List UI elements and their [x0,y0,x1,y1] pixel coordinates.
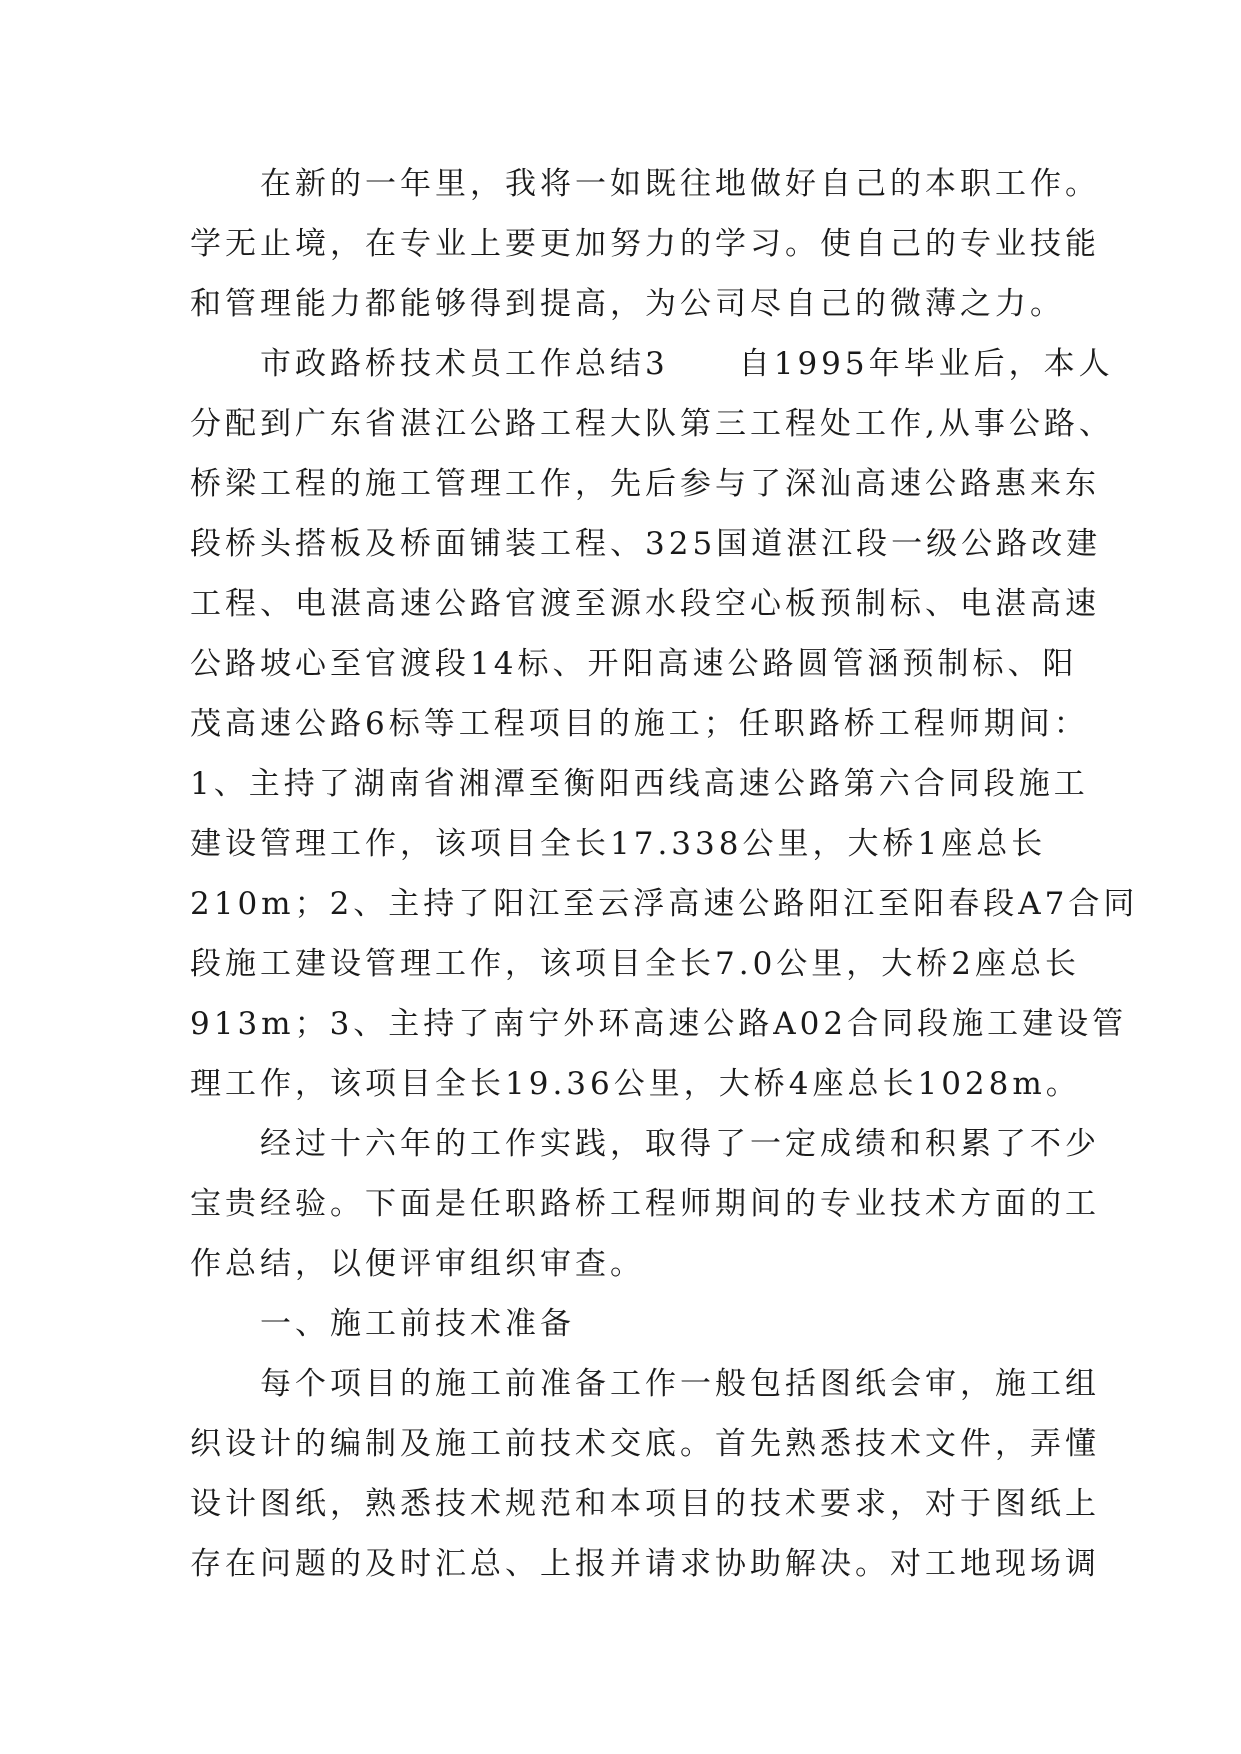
text-line: 公路坡心至官渡段14标、开阳高速公路圆管涵预制标、阳 [190,646,1078,682]
text-line: 每个项目的施工前准备工作一般包括图纸会审，施工组 [260,1366,1100,1402]
text-line: 经过十六年的工作实践，取得了一定成绩和积累了不少 [260,1126,1100,1162]
text-line: 存在问题的及时汇总、上报并请求协助解决。对工地现场调 [190,1546,1100,1582]
section-heading: 一、施工前技术准备 [260,1306,575,1342]
text-line: 织设计的编制及施工前技术交底。首先熟悉技术文件，弄懂 [190,1426,1100,1462]
text-line: 913m；3、主持了南宁外环高速公路A02合同段施工建设管 [190,1006,1128,1042]
text-line: 作总结，以便评审组织审查。 [190,1246,645,1282]
text-line: 市政路桥技术员工作总结3 自1995年毕业后，本人 [260,346,1114,382]
text-line: 茂高速公路6标等工程项目的施工；任职路桥工程师期间： [190,706,1089,742]
text-line: 桥梁工程的施工管理工作，先后参与了深汕高速公路惠来东 [190,466,1100,502]
text-line: 段桥头搭板及桥面铺装工程、325国道湛江段一级公路改建 [190,526,1102,562]
text-line: 在新的一年里，我将一如既往地做好自己的本职工作。 [260,166,1100,202]
text-line: 1、主持了湖南省湘潭至衡阳西线高速公路第六合同段施工 [190,766,1089,802]
text-line: 理工作，该项目全长19.36公里，大桥4座总长1028m。 [190,1066,1081,1102]
text-line: 和管理能力都能够得到提高，为公司尽自己的微薄之力。 [190,286,1065,322]
text-line: 建设管理工作，该项目全长17.338公里，大桥1座总长 [190,826,1047,862]
text-line: 设计图纸，熟悉技术规范和本项目的技术要求，对于图纸上 [190,1486,1100,1522]
text-line: 段施工建设管理工作，该项目全长7.0公里，大桥2座总长 [190,946,1081,982]
text-line: 210m；2、主持了阳江至云浮高速公路阳江至阳春段A7合同 [190,886,1139,922]
text-line: 工程、电湛高速公路官渡至源水段空心板预制标、电湛高速 [190,586,1100,622]
text-line: 学无止境，在专业上要更加努力的学习。使自己的专业技能 [190,226,1100,262]
document-body [190,154,1139,1594]
text-line: 分配到广东省湛江公路工程大队第三工程处工作,从事公路、 [190,406,1114,442]
text-line: 宝贵经验。下面是任职路桥工程师期间的专业技术方面的工 [190,1186,1100,1222]
